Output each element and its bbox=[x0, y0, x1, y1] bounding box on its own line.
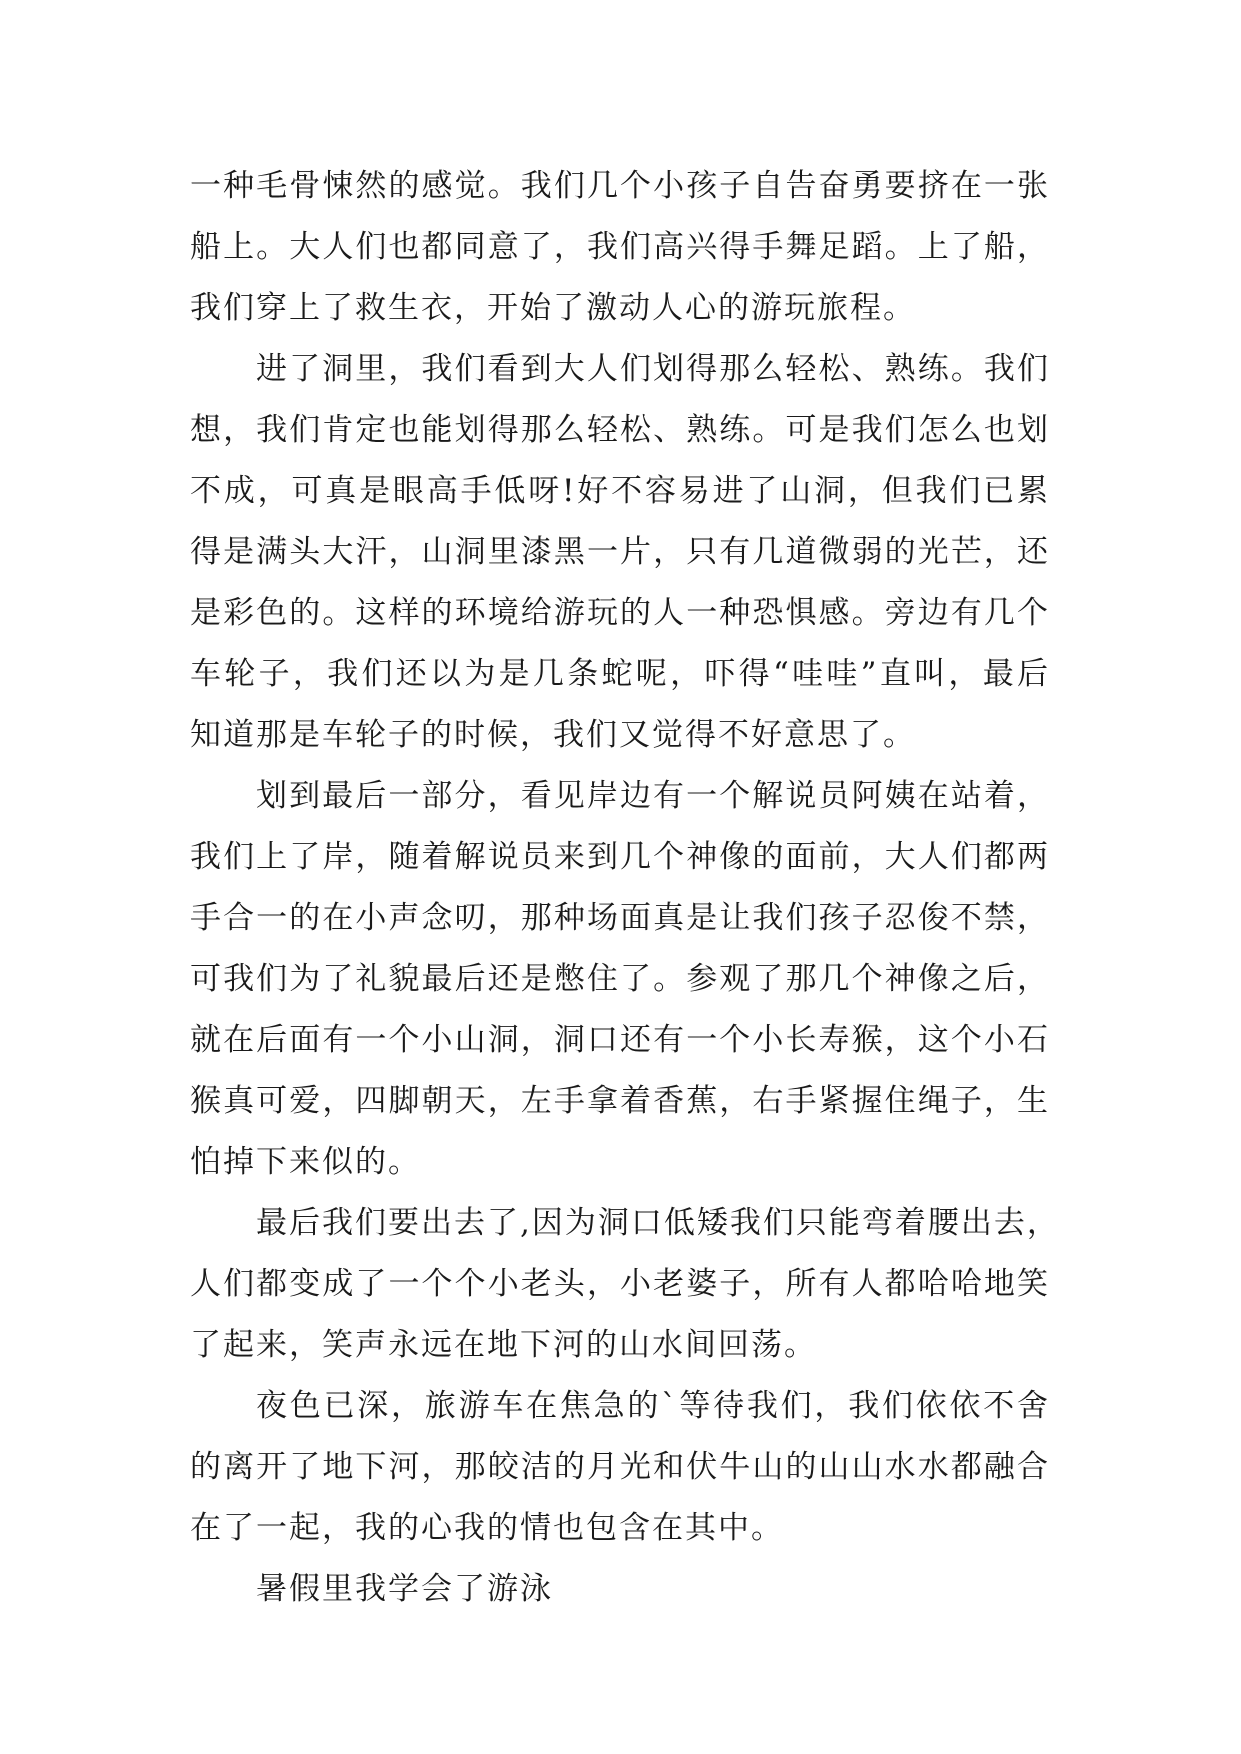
text-line: 人们都变成了一个个小老头，小老婆子，所有人都哈哈地笑 bbox=[190, 1266, 1050, 1302]
text-line: 的离开了地下河，那皎洁的月光和伏牛山的山山水水都融合 bbox=[190, 1449, 1050, 1485]
text-line: 船上。大人们也都同意了，我们高兴得手舞足蹈。上了船， bbox=[190, 229, 1050, 265]
paragraph-first-line: 夜色已深，旅游车在焦急的`等待我们，我们依依不舍 bbox=[256, 1388, 1050, 1424]
paragraph-first-line: 暑假里我学会了游泳 bbox=[256, 1571, 553, 1607]
text-line: 想，我们肯定也能划得那么轻松、熟练。可是我们怎么也划 bbox=[190, 412, 1050, 448]
text-line: 是彩色的。这样的环境给游玩的人一种恐惧感。旁边有几个 bbox=[190, 595, 1050, 631]
text-line: 怕掉下来似的。 bbox=[190, 1144, 421, 1180]
paragraph-first-line: 进了洞里，我们看到大人们划得那么轻松、熟练。我们 bbox=[256, 351, 1050, 387]
text-line: 了起来，笑声永远在地下河的山水间回荡。 bbox=[190, 1327, 817, 1363]
text-line: 可我们为了礼貌最后还是憋住了。参观了那几个神像之后， bbox=[190, 961, 1050, 997]
text-line: 在了一起，我的心我的情也包含在其中。 bbox=[190, 1510, 784, 1546]
text-line: 车轮子，我们还以为是几条蛇呢，吓得“哇哇”直叫，最后 bbox=[190, 656, 1050, 692]
text-line: 不成，可真是眼高手低呀!好不容易进了山洞，但我们已累 bbox=[190, 473, 1050, 509]
paragraph-first-line: 最后我们要出去了,因为洞口低矮我们只能弯着腰出去， bbox=[256, 1205, 1060, 1241]
paragraph-first-line: 划到最后一部分，看见岸边有一个解说员阿姨在站着， bbox=[256, 778, 1050, 814]
text-line: 手合一的在小声念叨，那种场面真是让我们孩子忍俊不禁， bbox=[190, 900, 1050, 936]
text-line: 就在后面有一个小山洞，洞口还有一个小长寿猴，这个小石 bbox=[190, 1022, 1050, 1058]
text-line: 得是满头大汗，山洞里漆黑一片，只有几道微弱的光芒，还 bbox=[190, 534, 1050, 570]
document-body bbox=[190, 156, 1060, 1620]
text-line: 我们上了岸，随着解说员来到几个神像的面前，大人们都两 bbox=[190, 839, 1050, 875]
text-line: 知道那是车轮子的时候，我们又觉得不好意思了。 bbox=[190, 717, 916, 753]
text-line: 猴真可爱，四脚朝天，左手拿着香蕉，右手紧握住绳子，生 bbox=[190, 1083, 1050, 1119]
text-line: 一种毛骨悚然的感觉。我们几个小孩子自告奋勇要挤在一张 bbox=[190, 168, 1050, 204]
text-line: 我们穿上了救生衣，开始了激动人心的游玩旅程。 bbox=[190, 290, 916, 326]
